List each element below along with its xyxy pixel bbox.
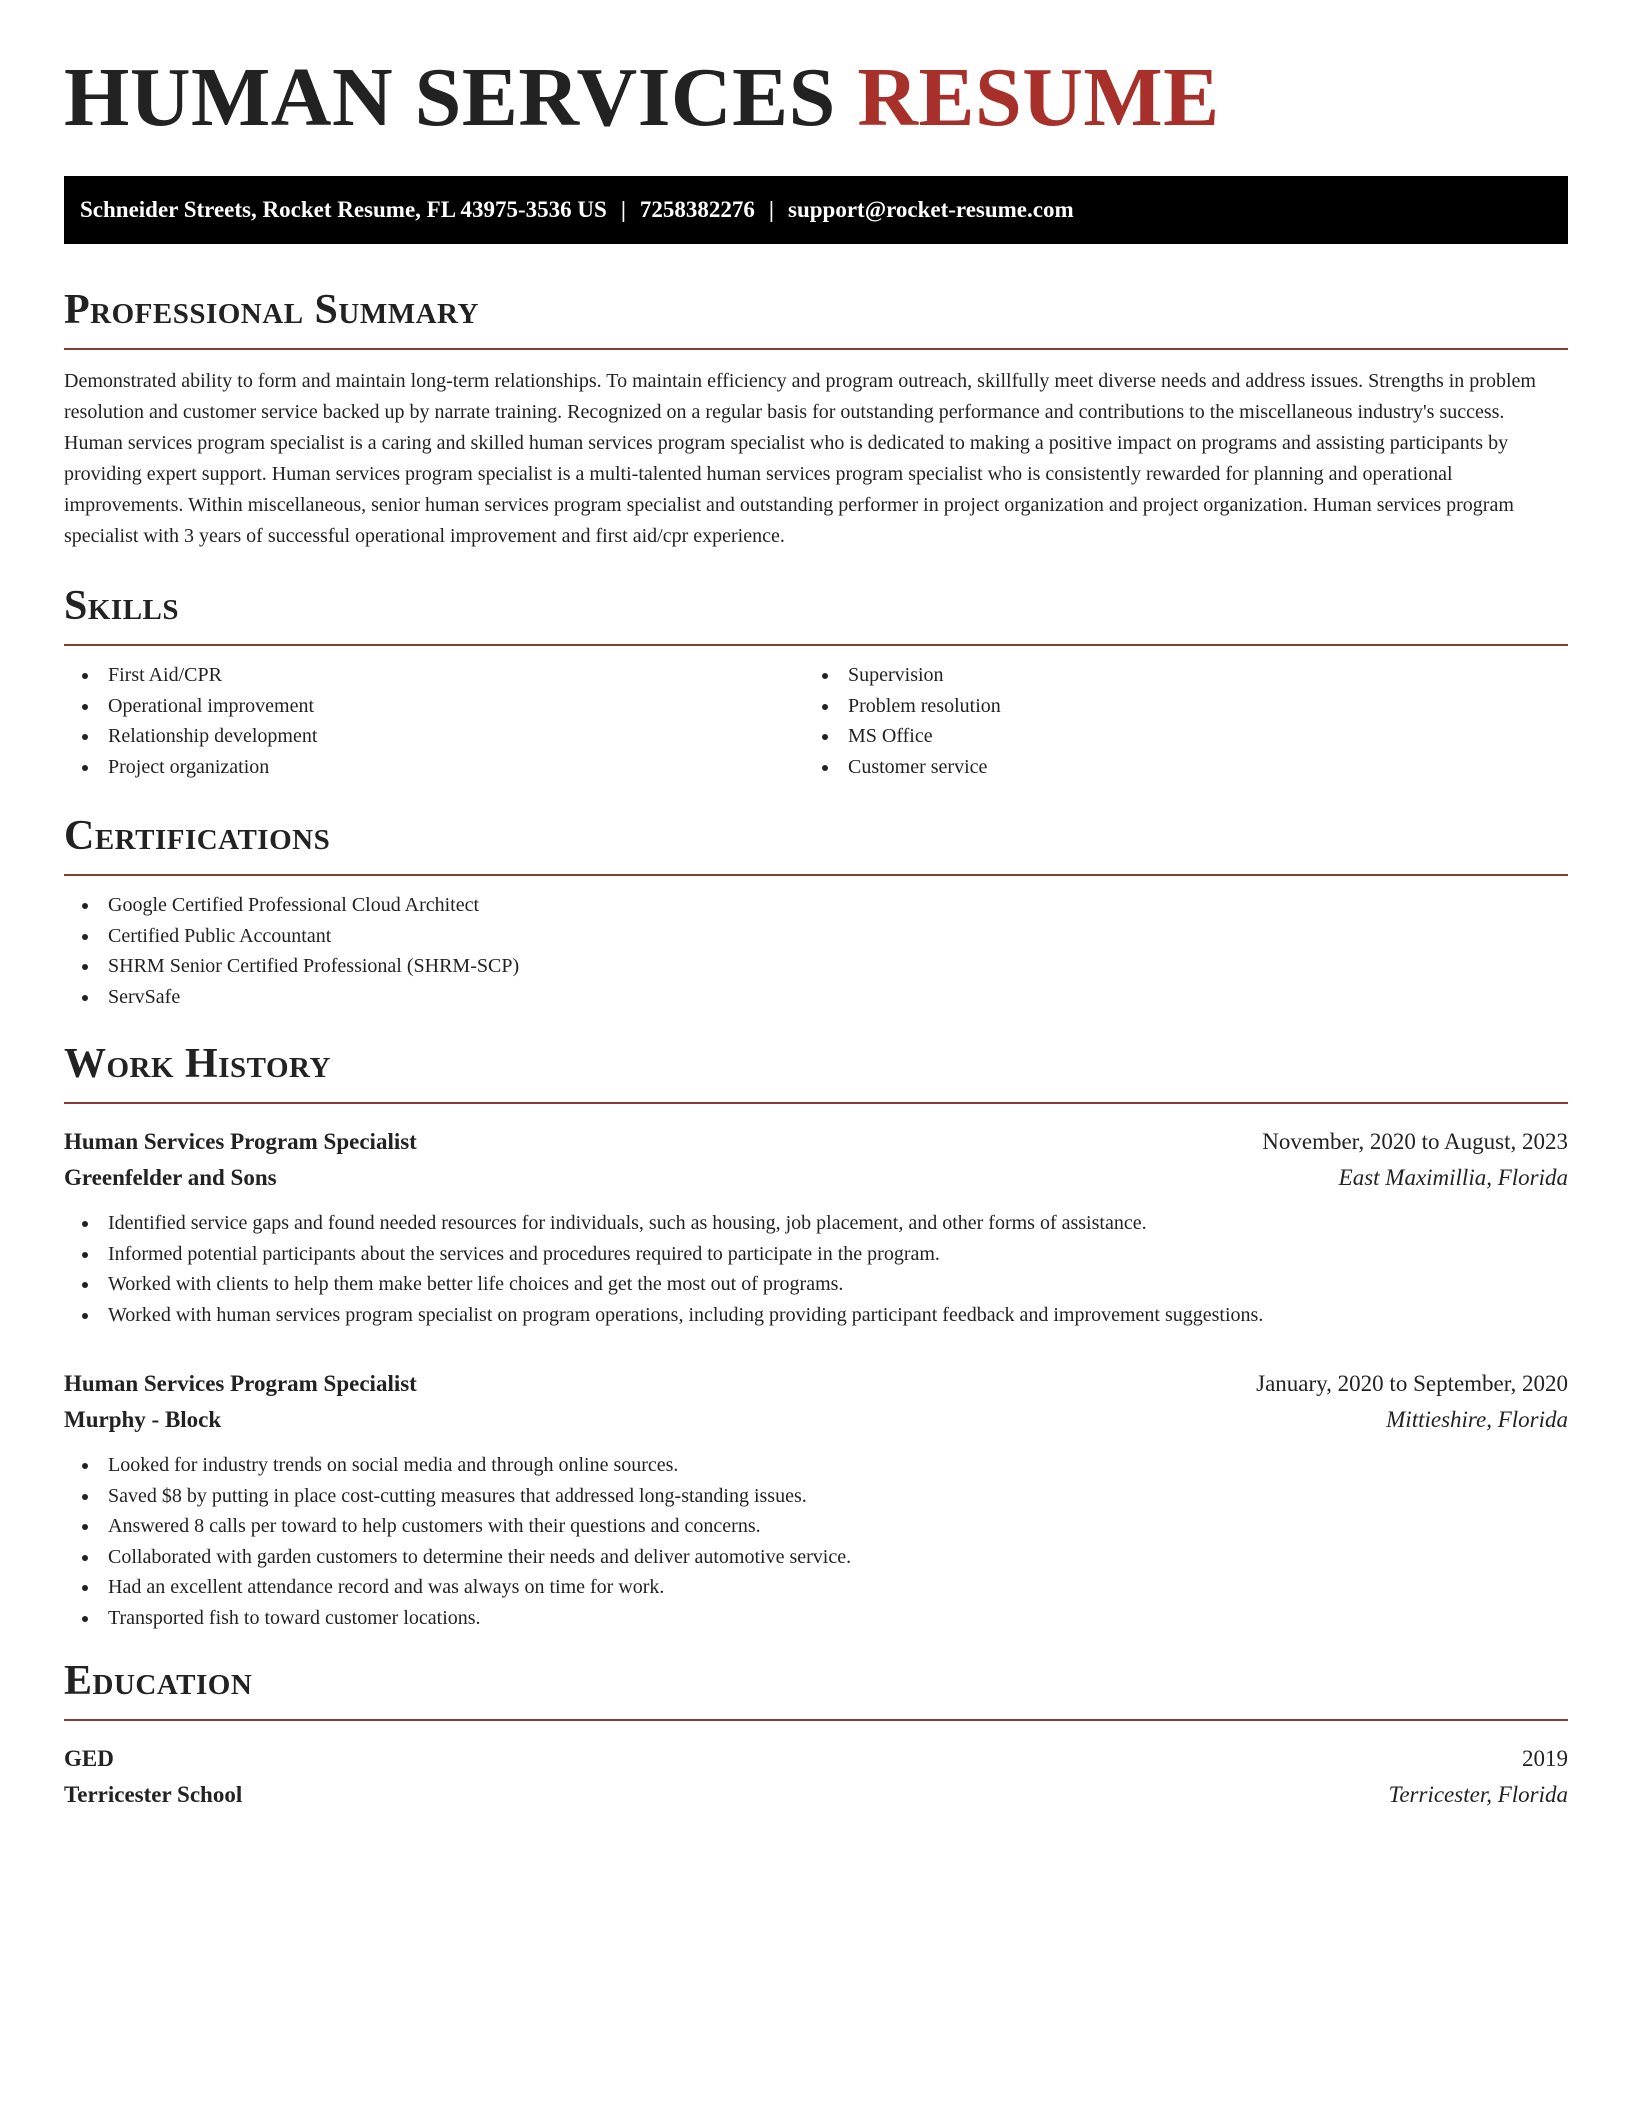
contact-separator: |: [620, 197, 626, 222]
title-main: HUMAN SERVICES: [64, 51, 836, 144]
resume-page: [64, 0, 1568, 1813]
job-entry: [64, 1366, 1568, 1633]
job-duty-item: Transported fish to toward customer locations.: [64, 1603, 1568, 1634]
skill-item: Problem resolution: [804, 691, 1544, 722]
skills-heading: Skills: [64, 582, 1568, 646]
job-company: Murphy - Block: [64, 1407, 222, 1432]
job-duties-list: [64, 1450, 1568, 1633]
certification-item: SHRM Senior Certified Professional (SHRM-SCP): [64, 951, 1568, 982]
skills-list-left: [64, 660, 804, 782]
job-entry: [64, 1124, 1568, 1330]
skills-grid: [64, 646, 1568, 782]
job-duty-item: Collaborated with garden customers to determine their needs and deliver automotive service.: [64, 1542, 1568, 1573]
job-title: Human Services Program Specialist: [64, 1129, 417, 1154]
job-duty-item: Worked with human services program specialist on program operations, including providing participant feedback and improvement suggestions.: [64, 1300, 1568, 1331]
education-school: Terricester School: [64, 1782, 243, 1807]
certification-item: ServSafe: [64, 982, 1568, 1013]
skill-item: Relationship development: [64, 721, 804, 752]
job-title: Human Services Program Specialist: [64, 1371, 417, 1396]
contact-separator: |: [768, 197, 774, 222]
contact-bar: [64, 176, 1568, 244]
job-dates: November, 2020 to August, 2023: [1262, 1129, 1568, 1154]
skill-item: Customer service: [804, 752, 1544, 783]
education-entry: [64, 1741, 1568, 1813]
education-location: Terricester, Florida: [1388, 1782, 1568, 1807]
resume-title: [64, 0, 1568, 144]
skill-item: Operational improvement: [64, 691, 804, 722]
certification-item: Google Certified Professional Cloud Architect: [64, 890, 1568, 921]
job-company-row: [64, 1160, 1568, 1196]
certification-item: Certified Public Accountant: [64, 921, 1568, 952]
job-company-row: [64, 1402, 1568, 1438]
education-year: 2019: [1522, 1746, 1568, 1771]
contact-email: support@rocket-resume.com: [788, 197, 1074, 222]
contact-phone: 7258382276: [639, 197, 755, 222]
education-degree: GED: [64, 1746, 114, 1771]
job-duty-item: Answered 8 calls per toward to help customers with their questions and concerns.: [64, 1511, 1568, 1542]
title-accent: RESUME: [857, 51, 1220, 144]
contact-address: Schneider Streets, Rocket Resume, FL 43975-3536 US: [80, 197, 607, 222]
education-heading: Education: [64, 1657, 1568, 1721]
job-duty-item: Looked for industry trends on social media and through online sources.: [64, 1450, 1568, 1481]
certifications-section: [64, 812, 1568, 1012]
skill-item: Supervision: [804, 660, 1544, 691]
job-title-row: [64, 1124, 1568, 1160]
work-history-section: [64, 1040, 1568, 1633]
job-duty-item: Had an excellent attendance record and was always on time for work.: [64, 1572, 1568, 1603]
job-duties-list: [64, 1208, 1568, 1330]
job-company: Greenfelder and Sons: [64, 1165, 277, 1190]
skills-list-right: [804, 660, 1544, 782]
job-dates: January, 2020 to September, 2020: [1256, 1371, 1568, 1396]
skill-item: First Aid/CPR: [64, 660, 804, 691]
skill-item: MS Office: [804, 721, 1544, 752]
education-section: [64, 1657, 1568, 1813]
summary-text: Demonstrated ability to form and maintain long-term relationships. To maintain efficiency and program outreach, skillfully meet diverse needs and address issues. Strengths in problem resolution and customer service backed up by narrate training. Recognized on a regular basis for outstanding performance and contributions to the miscellaneous industry's success. Human services program specialist is a caring and skilled human services program specialist who is dedicated to making a positive impact on programs and assisting participants by providing expert support. Human services program specialist is a multi-talented human services program specialist who is consistently rewarded for planning and operational improvements. Within miscellaneous, senior human services program specialist and outstanding performer in project organization and project organization. Human services program specialist with 3 years of successful operational improvement and first aid/cpr experience.: [64, 370, 1536, 547]
certifications-list: [64, 890, 1568, 1012]
job-title-row: [64, 1366, 1568, 1402]
education-degree-row: [64, 1741, 1568, 1777]
summary-section: [64, 286, 1568, 552]
job-duty-item: Worked with clients to help them make better life choices and get the most out of programs.: [64, 1269, 1568, 1300]
job-location: East Maximillia, Florida: [1338, 1165, 1568, 1190]
skills-section: [64, 582, 1568, 782]
education-school-row: [64, 1777, 1568, 1813]
skill-item: Project organization: [64, 752, 804, 783]
summary-heading: Professional Summary: [64, 286, 1568, 350]
certifications-heading: Certifications: [64, 812, 1568, 876]
work-history-heading: Work History: [64, 1040, 1568, 1104]
job-location: Mittieshire, Florida: [1386, 1407, 1568, 1432]
job-duty-item: Saved $8 by putting in place cost-cutting measures that addressed long-standing issues.: [64, 1481, 1568, 1512]
job-duty-item: Identified service gaps and found needed resources for individuals, such as housing, job placement, and other forms of assistance.: [64, 1208, 1568, 1239]
job-duty-item: Informed potential participants about the services and procedures required to participate in the program.: [64, 1239, 1568, 1270]
